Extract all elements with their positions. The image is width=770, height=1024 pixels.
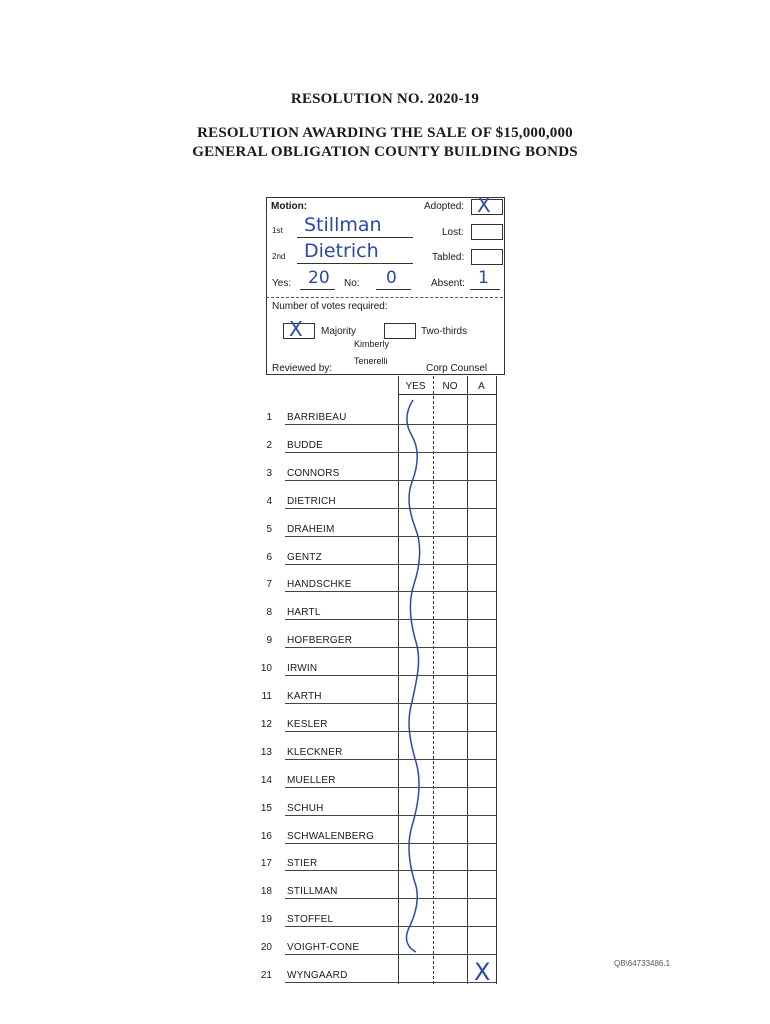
roll-number: 10 xyxy=(260,663,272,674)
second-mover: Dietrich xyxy=(304,240,379,262)
roll-member-name: CONNORS xyxy=(287,468,340,479)
roll-number: 20 xyxy=(260,942,272,953)
yes-vote-squiggle xyxy=(398,396,433,956)
roll-number: 1 xyxy=(266,412,272,423)
roll-number: 2 xyxy=(266,440,272,451)
roll-row-line xyxy=(285,898,496,899)
roll-number: 14 xyxy=(260,775,272,786)
no-line xyxy=(376,289,411,290)
roll-row-line xyxy=(285,787,496,788)
roll-row-line xyxy=(285,954,496,955)
roll-member-name: HANDSCHKE xyxy=(287,579,352,590)
grid-line-yes-no xyxy=(433,376,434,984)
col-absent-header: A xyxy=(478,381,485,392)
roll-number: 8 xyxy=(266,607,272,618)
resolution-title-line2: GENERAL OBLIGATION COUNTY BUILDING BONDS xyxy=(192,144,578,160)
lost-checkbox xyxy=(471,224,503,240)
reviewer-first-name: Kimberly xyxy=(354,339,390,349)
roll-member-name: SCHUH xyxy=(287,803,324,814)
resolution-title-line1: RESOLUTION AWARDING THE SALE OF $15,000,000 xyxy=(197,125,573,141)
roll-member-name: STOFFEL xyxy=(287,914,334,925)
votes-required-label: Number of votes required: xyxy=(272,301,388,312)
tabled-label: Tabled: xyxy=(432,252,465,263)
roll-row-line xyxy=(285,647,496,648)
roll-number: 21 xyxy=(260,970,272,981)
roll-member-name: MUELLER xyxy=(287,775,336,786)
absent-count: 1 xyxy=(478,268,489,288)
second-line xyxy=(297,263,413,264)
roll-member-name: VOIGHT-CONE xyxy=(287,942,360,953)
two-thirds-label: Two-thirds xyxy=(421,326,468,337)
roll-member-name: BARRIBEAU xyxy=(287,412,347,423)
roll-number: 18 xyxy=(260,886,272,897)
roll-number: 17 xyxy=(260,858,272,869)
first-mover: Stillman xyxy=(304,214,382,236)
motion-label: Motion: xyxy=(271,201,308,212)
roll-row-line xyxy=(285,452,496,453)
lost-label: Lost: xyxy=(442,227,464,238)
roll-number: 4 xyxy=(266,496,272,507)
roll-member-name: DIETRICH xyxy=(287,496,336,507)
roll-row-line xyxy=(285,564,496,565)
absent-mark-wyngaard: X xyxy=(474,958,491,986)
first-line xyxy=(297,237,413,238)
roll-row-line xyxy=(285,424,496,425)
absent-label: Absent: xyxy=(431,278,465,289)
grid-line-no-absent xyxy=(467,376,468,984)
roll-member-name: BUDDE xyxy=(287,440,324,451)
roll-member-name: SCHWALENBERG xyxy=(287,831,375,842)
grid-header-line xyxy=(398,394,496,395)
roll-row-line xyxy=(285,508,496,509)
document-id: QB\64733486.1 xyxy=(614,959,671,968)
adopted-label: Adopted: xyxy=(424,201,465,212)
roll-row-line xyxy=(285,703,496,704)
second-label: 2nd xyxy=(272,252,286,261)
reviewed-by-label: Reviewed by: xyxy=(272,363,333,374)
roll-row-line xyxy=(285,731,496,732)
roll-member-name: HARTL xyxy=(287,607,321,618)
votes-divider xyxy=(266,297,503,298)
roll-number: 7 xyxy=(266,579,272,590)
reviewer-last-name: Tenerelli xyxy=(354,356,388,366)
first-label: 1st xyxy=(272,226,283,235)
roll-number: 5 xyxy=(266,524,272,535)
roll-member-name: STILLMAN xyxy=(287,886,338,897)
majority-label: Majority xyxy=(321,326,357,337)
roll-member-name: GENTZ xyxy=(287,552,322,563)
absent-line xyxy=(470,289,500,290)
roll-number: 11 xyxy=(261,691,272,702)
roll-number: 15 xyxy=(260,803,272,814)
roll-row-line xyxy=(285,926,496,927)
no-label: No: xyxy=(344,278,360,289)
roll-member-name: STIER xyxy=(287,858,318,869)
adopted-mark: X xyxy=(477,193,491,217)
yes-count: 20 xyxy=(308,268,330,288)
roll-member-name: DRAHEIM xyxy=(287,524,335,535)
roll-row-line xyxy=(285,815,496,816)
resolution-number: RESOLUTION NO. 2020-19 xyxy=(290,91,480,107)
yes-label: Yes: xyxy=(272,278,292,289)
tabled-checkbox xyxy=(471,249,503,265)
roll-number: 3 xyxy=(266,468,272,479)
roll-row-line xyxy=(285,982,496,983)
col-no-header: NO xyxy=(442,381,458,392)
roll-row-line xyxy=(285,843,496,844)
grid-line-absent-right xyxy=(496,376,497,984)
roll-member-name: WYNGAARD xyxy=(287,970,348,981)
roll-row-line xyxy=(285,480,496,481)
yes-line xyxy=(300,289,335,290)
roll-row-line xyxy=(285,536,496,537)
roll-member-name: KLECKNER xyxy=(287,747,343,758)
roll-row-line xyxy=(285,591,496,592)
roll-number: 16 xyxy=(260,831,272,842)
roll-number: 6 xyxy=(266,552,272,563)
roll-row-line xyxy=(285,675,496,676)
majority-mark: X xyxy=(289,317,303,341)
roll-number: 9 xyxy=(266,635,272,646)
roll-member-name: HOFBERGER xyxy=(287,635,353,646)
roll-member-name: IRWIN xyxy=(287,663,318,674)
roll-row-line xyxy=(285,619,496,620)
no-count: 0 xyxy=(386,268,397,288)
two-thirds-checkbox xyxy=(384,323,416,339)
roll-number: 13 xyxy=(260,747,272,758)
roll-member-name: KESLER xyxy=(287,719,328,730)
roll-row-line xyxy=(285,759,496,760)
col-yes-header: YES xyxy=(405,381,426,392)
roll-row-line xyxy=(285,870,496,871)
roll-member-name: KARTH xyxy=(287,691,322,702)
roll-number: 19 xyxy=(260,914,272,925)
reviewer-title: Corp Counsel xyxy=(426,363,488,374)
roll-number: 12 xyxy=(260,719,272,730)
